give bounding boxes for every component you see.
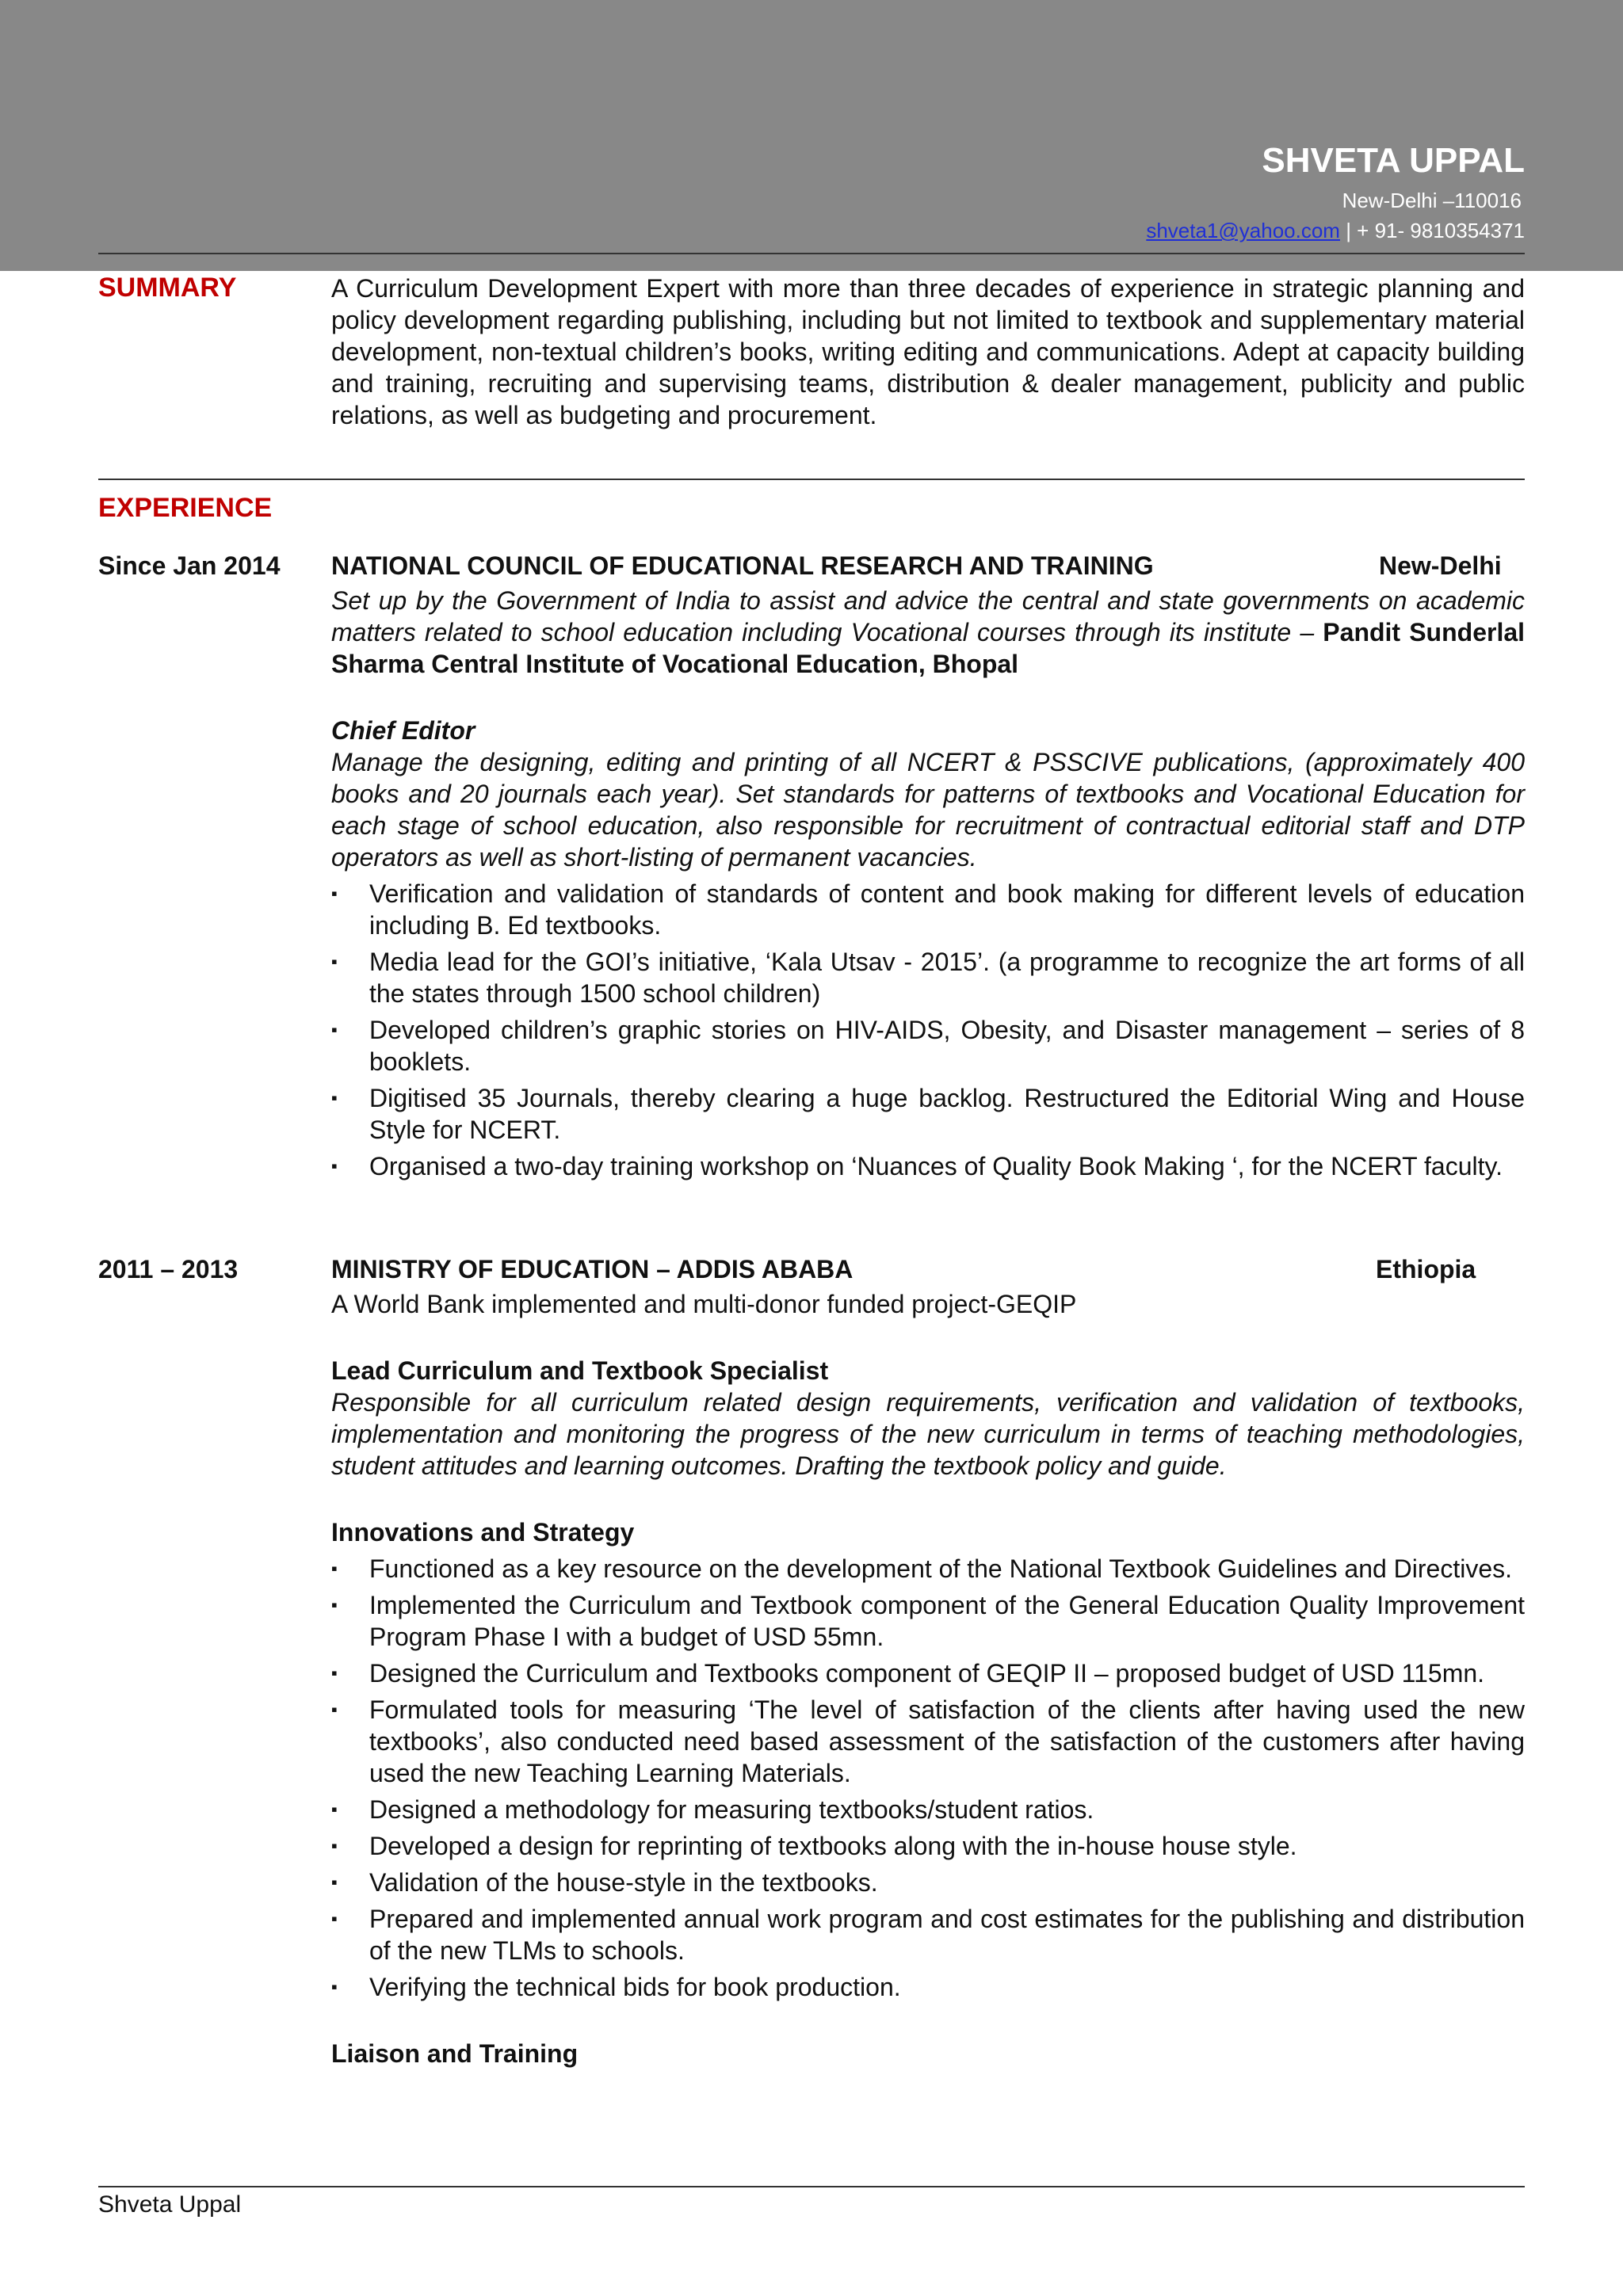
job-block <box>331 550 1525 1187</box>
bullet-icon: ▪ <box>331 1088 338 1108</box>
summary-text: A Curriculum Development Expert with more than three decades of experience in strategic planning and policy development regarding publishing, including but not limited to textbook and supplementary material development, non-textual children’s books, writing editing and communications. Adept at capacity building and training, recruiting and supervising teams, distribution & dealer management, publicity and public relations, as well as budgeting and procurement. <box>331 274 1525 429</box>
bullet-icon: ▪ <box>331 1836 338 1855</box>
list-item-text: Media lead for the GOI’s initiative, ‘Kala Utsav - 2015’. (a programme to recognize the art forms of all the states through 1500 school children) <box>369 948 1525 1008</box>
list-item-text: Validation of the house-style in the textbooks. <box>369 1868 878 1897</box>
list-item-text: Formulated tools for measuring ‘The level of satisfaction of the clients after having used the new textbooks’, also conducted need based assessment of the satisfaction of the customers after having used the new Teaching Learning Materials. <box>369 1695 1525 1787</box>
bullet-icon: ▪ <box>331 1156 338 1176</box>
list-item <box>331 1150 1525 1182</box>
role-description: Manage the designing, editing and printing of all NCERT & PSSCIVE publications, (approximately 400 books and 20 journals each year). Set standards for patterns of textbooks and Vocational Education for each stage of school education, also responsible for recruitment of contractual editorial staff and DTP operators as well as short-listing of permanent vacancies. <box>331 748 1525 871</box>
list-item <box>331 878 1525 941</box>
bullet-icon: ▪ <box>331 952 338 971</box>
bullet-icon: ▪ <box>331 883 338 903</box>
bullet-icon: ▪ <box>331 1558 338 1578</box>
job-date: 2011 – 2013 <box>98 1255 239 1283</box>
institute-name: Pandit Sunderlal Sharma Central Institute of Vocational Education, Bhopal <box>331 618 1526 678</box>
bullet-icon: ▪ <box>331 1909 338 1928</box>
list-item <box>331 1971 1525 2003</box>
candidate-name: SHVETA UPPAL <box>1262 141 1525 180</box>
list-item <box>331 1867 1525 1898</box>
list-item <box>331 1014 1525 1077</box>
list-item-text: Designed the Curriculum and Textbooks component of GEQIP II – proposed budget of USD 115mn. <box>369 1659 1485 1688</box>
list-item-text: Digitised 35 Journals, thereby clearing a huge backlog. Restructured the Editorial Wing and House Style for NCERT. <box>369 1084 1525 1144</box>
role-description: Responsible for all curriculum related design requirements, verification and validation of textbooks, implementation and monitoring the progress of the new curriculum in terms of teaching methodologies, student attitudes and learning outcomes. Drafting the textbook policy and guide. <box>331 1388 1525 1480</box>
subheading: Liaison and Training <box>331 2039 579 2068</box>
bullet-list <box>331 1553 1525 2003</box>
bullet-icon: ▪ <box>331 1799 338 1819</box>
list-item-text: Verifying the technical bids for book production. <box>369 1973 901 2001</box>
job-block <box>331 1253 1525 2069</box>
org-description-text: Set up by the Government of India to assist and advice the central and state governments on academic matters related to school education including Vocational courses through its institute – <box>331 586 1525 646</box>
org-location: Ethiopia <box>1376 1255 1476 1283</box>
list-item <box>331 1794 1525 1825</box>
bullet-icon: ▪ <box>331 1699 338 1719</box>
role-title: Lead Curriculum and Textbook Specialist <box>331 1356 829 1385</box>
list-item-text: Developed a design for reprinting of textbooks along with the in-house house style. <box>369 1832 1297 1860</box>
list-item <box>331 1589 1525 1653</box>
org-name: MINISTRY OF EDUCATION – ADDIS ABABA <box>331 1255 854 1283</box>
list-item <box>331 1553 1525 1585</box>
list-item-text: Organised a two-day training workshop on ‘Nuances of Quality Book Making ‘, for the NCERT faculty. <box>369 1152 1503 1180</box>
list-item <box>331 1694 1525 1789</box>
list-item <box>331 1830 1525 1862</box>
org-row <box>331 1253 1525 1288</box>
footer-divider <box>98 2186 1525 2187</box>
header-band <box>0 0 1623 271</box>
email-link[interactable]: shveta1@yahoo.com <box>1146 219 1340 242</box>
org-location: New-Delhi <box>1379 551 1502 580</box>
org-description: A World Bank implemented and multi-donor funded project-GEQIP <box>331 1290 1077 1318</box>
org-row <box>331 550 1525 585</box>
list-item <box>331 1657 1525 1689</box>
bullet-list <box>331 878 1525 1182</box>
job-date: Since Jan 2014 <box>98 551 281 580</box>
list-item-text: Prepared and implemented annual work program and cost estimates for the publishing and distribution of the new TLMs to schools. <box>369 1905 1525 1965</box>
list-item-text: Developed children’s graphic stories on HIV-AIDS, Obesity, and Disaster management – series of 8 booklets. <box>369 1016 1525 1076</box>
bullet-icon: ▪ <box>331 1595 338 1615</box>
org-name: NATIONAL COUNCIL OF EDUCATIONAL RESEARCH AND TRAINING <box>331 551 1154 580</box>
contact-line <box>1146 219 1525 243</box>
list-item <box>331 946 1525 1009</box>
bullet-icon: ▪ <box>331 1872 338 1892</box>
summary-title: SUMMARY <box>98 273 237 303</box>
header-divider <box>98 253 1525 254</box>
experience-title: EXPERIENCE <box>98 493 273 523</box>
subheading: Innovations and Strategy <box>331 1518 635 1547</box>
footer-name: Shveta Uppal <box>98 2191 242 2218</box>
list-item-text: Implemented the Curriculum and Textbook component of the General Education Quality Improvement Program Phase I with a budget of USD 55mn. <box>369 1591 1525 1651</box>
phone: | + 91- 9810354371 <box>1346 219 1525 242</box>
org-description <box>331 585 1525 680</box>
list-item-text: Functioned as a key resource on the development of the National Textbook Guidelines and Directives. <box>369 1554 1513 1583</box>
bullet-icon: ▪ <box>331 1663 338 1683</box>
address: New-Delhi –110016 <box>1342 189 1522 212</box>
list-item <box>331 1082 1525 1146</box>
list-item <box>331 1903 1525 1966</box>
summary-divider <box>98 479 1525 480</box>
role-title: Chief Editor <box>331 716 475 745</box>
list-item-text: Designed a methodology for measuring textbooks/student ratios. <box>369 1795 1094 1824</box>
list-item-text: Verification and validation of standards of content and book making for different levels of education including B. Ed textbooks. <box>369 879 1525 940</box>
bullet-icon: ▪ <box>331 1977 338 1997</box>
bullet-icon: ▪ <box>331 1020 338 1039</box>
